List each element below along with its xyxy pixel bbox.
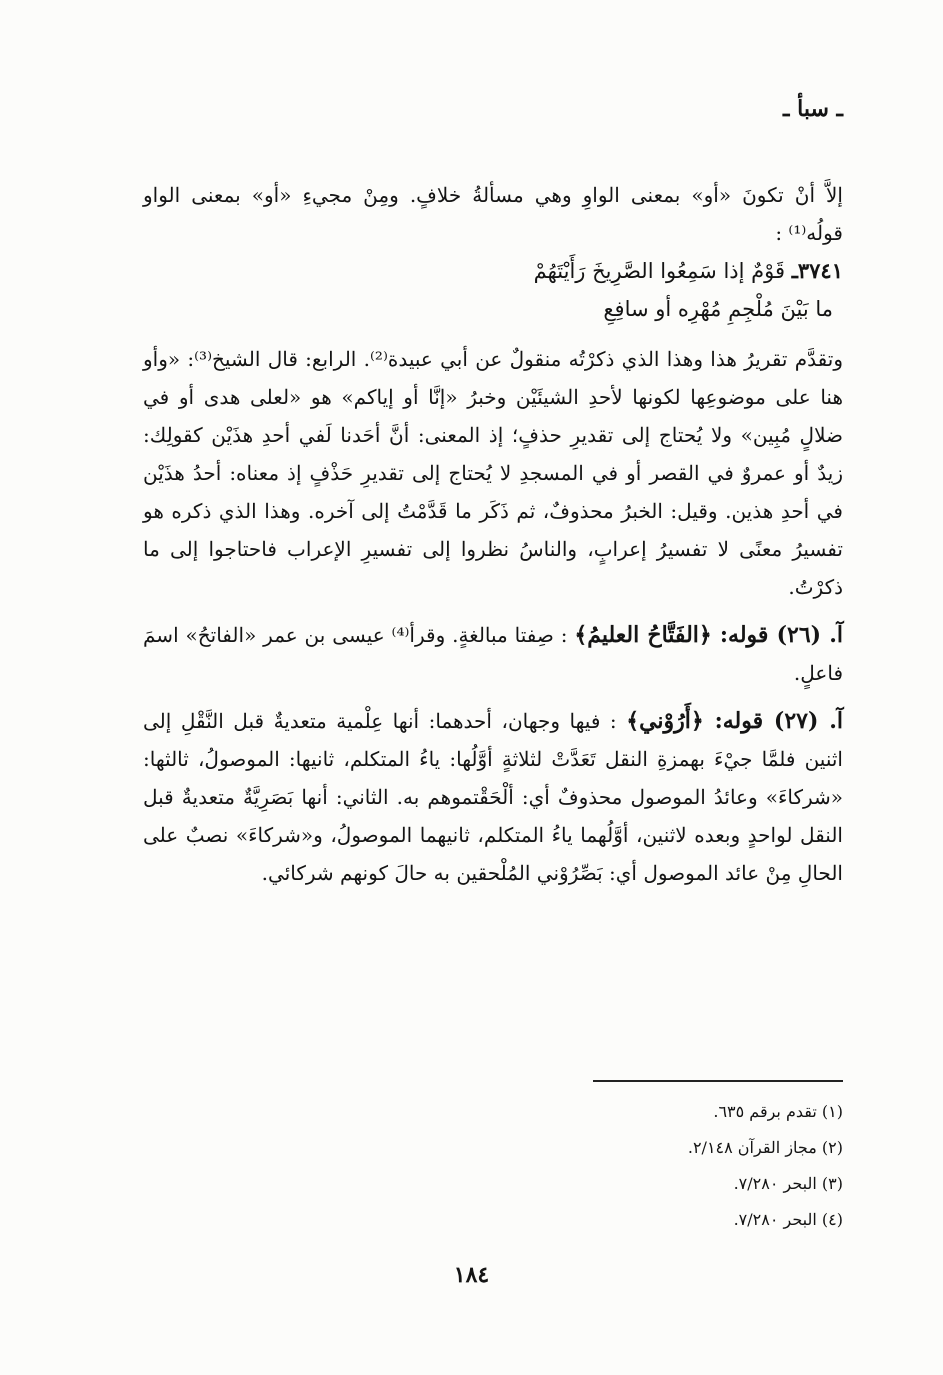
verse-reference-27: آ. (٢٧) قوله: ﴿أَرُوْني﴾ bbox=[626, 708, 843, 734]
paragraph-1: إلاَّ أنْ تكونَ «أو» بمعنى الواوِ وهي مسألةُ خلافٍ. ومِنْ مجيءِ «أو» بمعنى الواو قولُه⁽¹⁾ : bbox=[143, 183, 843, 245]
footnote-2: (٢) مجاز القرآن ٢/١٤٨. bbox=[687, 1138, 843, 1157]
verse-number: ٣٧٤١ـ bbox=[791, 258, 843, 283]
poetry-verse bbox=[143, 252, 843, 328]
main-text bbox=[143, 176, 843, 892]
verse-reference-26: آ. (٢٦) قوله: ﴿الفَتَّاحُ العليمُ﴾ bbox=[574, 622, 844, 648]
footnote-separator bbox=[593, 1080, 843, 1082]
footnote-3: (٣) البحر ٧/٢٨٠. bbox=[733, 1174, 843, 1193]
footnotes bbox=[143, 1094, 843, 1238]
paragraph-4-text: : فيها وجهان، أحدهما: أنها عِلْمية متعديةٌ قبل النَّقْلِ إلى اثنين فلمَّا جيْءَ بهمزةِ النقل تَعَدَّتْ لثلاثةٍ أوَّلُها: ياءُ المتكلم، ثانيها: الموصولُ، ثالثها: «شركاءَ» وعائدُ الموصول محذوفٌ أي: ألْحَقْتموهم به. الثاني: أنها بَصَرِيَّةٌ متعديةٌ قبل النقل لواحدٍ وبعده لاثنين، أوَّلُهما ياءُ المتكلم، ثانيهما الموصولُ، و«شركاءَ» نصبٌ على الحالِ مِنْ عائد الموصول أي: بَصِّرُوْني المُلْحقين به حالَ كونهم شركائي. bbox=[143, 709, 843, 885]
paragraph-3 bbox=[143, 616, 843, 692]
footnote-1: (١) تقدم برقم ٦٣٥. bbox=[713, 1102, 843, 1121]
verse-hemistich-2: ما بَيْنَ مُلْجِمِ مُهْرِه أو سافِعِ bbox=[603, 297, 833, 321]
verse-hemistich-1: قَوْمٌ إذا سَمِعُوا الصَّرِيخَ رَأَيْتَهُمْ bbox=[533, 259, 786, 283]
paragraph-4 bbox=[143, 702, 843, 892]
verse-line-1 bbox=[143, 252, 843, 290]
running-header: ـ سبأ ـ bbox=[783, 96, 843, 122]
footnote-4: (٤) البحر ٧/٢٨٠. bbox=[733, 1210, 843, 1229]
paragraph-2: وتقدَّم تقريرُ هذا وهذا الذي ذكرْتُه منقولٌ عن أبي عبيدة⁽²⁾. الرابع: قال الشيخ⁽³⁾: «وأو هنا على موضوعِها لكونها لأحدِ الشيئَيْن وخبرُ «إنَّا أو إياكم» هو «لعلى هدى أو في ضلالٍ مُبِين» ولا يُحتاج إلى تقديرِ حذفٍ؛ إذ المعنى: أنَّ أحَدنا لَفي أحدِ هذَيْن كقولِك: زيدٌ أو عمروٌ في القصر أو في المسجدِ لا يُحتاج إلى تقديرِ حَذْفٍ إذ معناه: أحدُ هذَيْن في أحدِ هذين. وقيل: الخبرُ محذوفٌ، ثم ذَكَر ما قَدَّمْتُ إلى آخره. وهذا الذي ذكره هو تفسيرُ معنًى لا تفسيرُ إعرابٍ، والناسُ نظروا إلى تفسيرِ الإعراب فاحتاجوا إلى ما ذكرْتُ. bbox=[143, 347, 843, 599]
page-number: ١٨٤ bbox=[453, 1262, 490, 1288]
paragraph-3-text: : صِفتا مبالغةٍ. وقرأ⁽⁴⁾ عيسى بن عمر «الفاتحُ» اسمَ فاعلٍ. bbox=[143, 623, 843, 685]
